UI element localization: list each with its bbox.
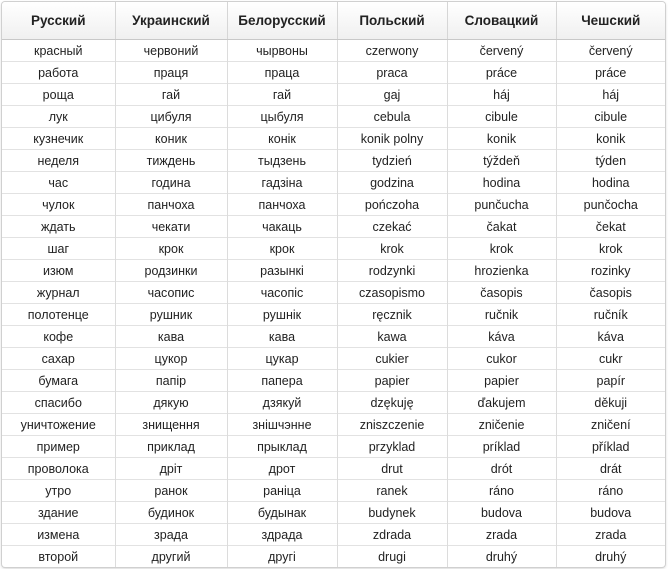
table-cell: папера — [227, 370, 337, 392]
table-cell: papier — [447, 370, 556, 392]
table-cell: čakat — [447, 216, 556, 238]
table-cell: пример — [2, 436, 115, 458]
table-cell: червоний — [115, 40, 227, 62]
table-cell: знищення — [115, 414, 227, 436]
table-cell: утро — [2, 480, 115, 502]
table-cell: budova — [556, 502, 665, 524]
table-cell: работа — [2, 62, 115, 84]
table-body — [2, 40, 665, 568]
table-cell: изюм — [2, 260, 115, 282]
table-cell: кава — [115, 326, 227, 348]
table-cell: cibule — [556, 106, 665, 128]
table-cell: zniszczenie — [337, 414, 447, 436]
table-cell: крок — [227, 238, 337, 260]
table-cell: второй — [2, 546, 115, 568]
table-row — [2, 62, 665, 84]
table-cell: цибуля — [115, 106, 227, 128]
table-cell: чулок — [2, 194, 115, 216]
table-cell: punčucha — [447, 194, 556, 216]
table-cell: cukor — [447, 348, 556, 370]
table-row — [2, 414, 665, 436]
table-cell: praca — [337, 62, 447, 84]
table-cell: ráno — [447, 480, 556, 502]
table-cell: časopis — [447, 282, 556, 304]
table-row — [2, 194, 665, 216]
table-cell: príklad — [447, 436, 556, 458]
table-cell: krok — [556, 238, 665, 260]
table-cell: drugi — [337, 546, 447, 568]
table-cell: hrozienka — [447, 260, 556, 282]
table-row — [2, 128, 665, 150]
table-cell: дрот — [227, 458, 337, 480]
table-cell: дріт — [115, 458, 227, 480]
table-cell: červený — [556, 40, 665, 62]
table-cell: tydzień — [337, 150, 447, 172]
table-cell: будинок — [115, 502, 227, 524]
table-cell: červený — [447, 40, 556, 62]
table-cell: cibule — [447, 106, 556, 128]
table-row — [2, 348, 665, 370]
table-cell: pończoha — [337, 194, 447, 216]
table-cell: журнал — [2, 282, 115, 304]
table-cell: кофе — [2, 326, 115, 348]
column-header: Польский — [337, 2, 447, 40]
table-cell: druhý — [447, 546, 556, 568]
table-row — [2, 150, 665, 172]
table-cell: кузнечик — [2, 128, 115, 150]
table-cell: czasopismo — [337, 282, 447, 304]
table-cell: zrada — [447, 524, 556, 546]
table-row — [2, 326, 665, 348]
table-row — [2, 524, 665, 546]
column-header: Русский — [2, 2, 115, 40]
table-cell: приклад — [115, 436, 227, 458]
table-cell: cebula — [337, 106, 447, 128]
table-row — [2, 546, 665, 568]
column-header: Чешский — [556, 2, 665, 40]
table-cell: zničenie — [447, 414, 556, 436]
table-cell: коник — [115, 128, 227, 150]
table-cell: другий — [115, 546, 227, 568]
table-cell: háj — [556, 84, 665, 106]
table-cell: práce — [447, 62, 556, 84]
table-cell: будынак — [227, 502, 337, 524]
table-cell: konik polny — [337, 128, 447, 150]
table-cell: ждать — [2, 216, 115, 238]
table-row — [2, 502, 665, 524]
table-cell: лук — [2, 106, 115, 128]
column-header: Словацкий — [447, 2, 556, 40]
table-row — [2, 84, 665, 106]
table-cell: ručnik — [447, 304, 556, 326]
table-cell: ręcznik — [337, 304, 447, 326]
table-cell: káva — [447, 326, 556, 348]
table-cell: příklad — [556, 436, 665, 458]
table-row — [2, 172, 665, 194]
table-cell: гадзіна — [227, 172, 337, 194]
table-cell: знішчэнне — [227, 414, 337, 436]
table-cell: przyklad — [337, 436, 447, 458]
table-cell: цукар — [227, 348, 337, 370]
table-cell: здание — [2, 502, 115, 524]
table-cell: drát — [556, 458, 665, 480]
table-cell: гай — [115, 84, 227, 106]
table-cell: gaj — [337, 84, 447, 106]
table-cell: ďakujem — [447, 392, 556, 414]
word-comparison-table-container — [2, 2, 665, 567]
table-cell: zrada — [556, 524, 665, 546]
table-cell: шаг — [2, 238, 115, 260]
table-cell: родзинки — [115, 260, 227, 282]
table-cell: панчоха — [227, 194, 337, 216]
table-cell: дякую — [115, 392, 227, 414]
table-cell: полотенце — [2, 304, 115, 326]
table-cell: děkuji — [556, 392, 665, 414]
table-cell: конік — [227, 128, 337, 150]
table-header — [2, 2, 665, 40]
table-cell: ранок — [115, 480, 227, 502]
table-row — [2, 238, 665, 260]
table-cell: týden — [556, 150, 665, 172]
table-cell: проволока — [2, 458, 115, 480]
table-cell: чырвоны — [227, 40, 337, 62]
table-cell: гай — [227, 84, 337, 106]
table-cell: година — [115, 172, 227, 194]
table-cell: роща — [2, 84, 115, 106]
table-row — [2, 392, 665, 414]
table-cell: punčocha — [556, 194, 665, 216]
table-cell: czerwony — [337, 40, 447, 62]
table-row — [2, 436, 665, 458]
table-cell: práce — [556, 62, 665, 84]
table-cell: крок — [115, 238, 227, 260]
table-cell: cukier — [337, 348, 447, 370]
column-header: Украинский — [115, 2, 227, 40]
table-cell: праця — [115, 62, 227, 84]
table-cell: krok — [447, 238, 556, 260]
table-cell: časopis — [556, 282, 665, 304]
table-cell: часопіс — [227, 282, 337, 304]
table-cell: drut — [337, 458, 447, 480]
table-cell: кава — [227, 326, 337, 348]
table-row — [2, 260, 665, 282]
table-cell: спасибо — [2, 392, 115, 414]
table-cell: čekat — [556, 216, 665, 238]
table-cell: konik — [447, 128, 556, 150]
table-cell: чекати — [115, 216, 227, 238]
table-cell: cukr — [556, 348, 665, 370]
table-cell: háj — [447, 84, 556, 106]
table-cell: godzina — [337, 172, 447, 194]
table-cell: rozinky — [556, 260, 665, 282]
table-cell: hodina — [447, 172, 556, 194]
table-cell: папір — [115, 370, 227, 392]
table-cell: drót — [447, 458, 556, 480]
table-cell: krok — [337, 238, 447, 260]
table-cell: ručník — [556, 304, 665, 326]
table-cell: ráno — [556, 480, 665, 502]
table-cell: зрада — [115, 524, 227, 546]
table-cell: тиждень — [115, 150, 227, 172]
table-cell: budova — [447, 502, 556, 524]
table-cell: сахар — [2, 348, 115, 370]
table-cell: týždeň — [447, 150, 556, 172]
table-row — [2, 106, 665, 128]
table-cell: цукор — [115, 348, 227, 370]
table-cell: измена — [2, 524, 115, 546]
table-cell: zdrada — [337, 524, 447, 546]
table-row — [2, 40, 665, 62]
table-cell: papier — [337, 370, 447, 392]
table-cell: hodina — [556, 172, 665, 194]
table-cell: прыклад — [227, 436, 337, 458]
table-cell: цыбуля — [227, 106, 337, 128]
table-cell: час — [2, 172, 115, 194]
table-cell: тыдзень — [227, 150, 337, 172]
table-row — [2, 282, 665, 304]
table-cell: rodzynki — [337, 260, 447, 282]
table-cell: ranek — [337, 480, 447, 502]
table-cell: budynek — [337, 502, 447, 524]
table-cell: чакаць — [227, 216, 337, 238]
table-cell: другі — [227, 546, 337, 568]
table-cell: dzękuję — [337, 392, 447, 414]
table-row — [2, 370, 665, 392]
table-cell: разынкі — [227, 260, 337, 282]
table-cell: уничтожение — [2, 414, 115, 436]
table-cell: красный — [34, 43, 83, 58]
table-cell: kawa — [337, 326, 447, 348]
table-cell: káva — [556, 326, 665, 348]
table-cell: здрада — [227, 524, 337, 546]
table-cell: рушник — [115, 304, 227, 326]
table-cell: konik — [556, 128, 665, 150]
table-cell: papír — [556, 370, 665, 392]
table-row — [2, 216, 665, 238]
table-cell: раніца — [227, 480, 337, 502]
table-cell: неделя — [2, 150, 115, 172]
table-cell: czekać — [337, 216, 447, 238]
table-cell: панчоха — [115, 194, 227, 216]
header-row — [2, 2, 665, 40]
table-row — [2, 480, 665, 502]
table-cell: дзякуй — [227, 392, 337, 414]
column-header: Белорусский — [227, 2, 337, 40]
word-comparison-table — [2, 2, 665, 567]
table-cell: праца — [227, 62, 337, 84]
table-cell: рушнік — [227, 304, 337, 326]
table-row — [2, 458, 665, 480]
table-cell: zničení — [556, 414, 665, 436]
table-cell: druhý — [556, 546, 665, 568]
table-cell: часопис — [115, 282, 227, 304]
table-row — [2, 304, 665, 326]
table-cell: бумага — [2, 370, 115, 392]
